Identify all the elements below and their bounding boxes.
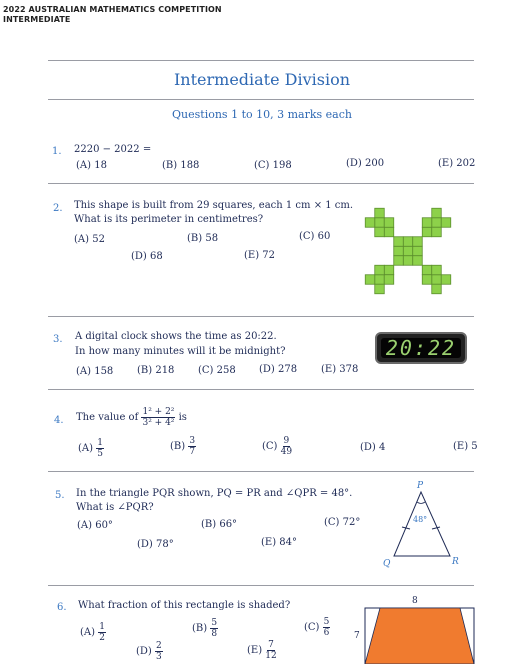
option-b: (B) 218 [137,365,175,376]
fraction-denominator: 3² + 4² [142,418,175,428]
shape-square [375,284,385,294]
question-prefix: The value of [76,412,139,423]
option-a: (A) 52 [74,234,105,245]
question-text: What is its perimeter in centimetres? [74,214,264,225]
fraction [141,407,175,428]
shape-square [422,275,432,285]
shape-square [432,265,442,275]
option-e: (E) 5 [453,441,478,452]
division-header: INTERMEDIATE [3,15,71,24]
shape-square [375,275,385,285]
option-c: (C) 258 [198,365,236,376]
shape-square [432,275,442,285]
question-text [76,404,187,432]
cross-shape-diagram [352,196,464,306]
option-d: (D) 278 [259,364,298,375]
option-e: (E) 84° [261,537,298,548]
divider [48,99,474,100]
shape-square [365,275,375,285]
question-suffix: is [178,412,187,423]
page-subtitle: Questions 1 to 10, 3 marks each [172,108,352,121]
question-number: 3. [53,334,63,345]
top-length-label: 8 [412,596,418,606]
shape-square [375,218,385,228]
option-e: (E) $\frac{7}{12}$ [247,640,277,661]
divider [48,471,474,472]
divider [48,585,474,586]
digital-clock [375,332,467,364]
question-number: 1. [52,146,62,157]
option-b: (B) $\frac{3}{7}$ [170,436,196,457]
page-title: Intermediate Division [173,70,351,89]
option-c: (C) $\frac{5}{6}$ [304,617,330,638]
question-number: 4. [54,415,64,426]
option-d: (D) $\frac{2}{3}$ [136,641,162,662]
option-e: (E) 72 [244,250,276,261]
option-d: (D) 4 [360,442,386,453]
shape-square [432,218,442,228]
divider [48,60,474,61]
option-a: (A) $\frac{1}{2}$ [80,622,105,643]
option-c: (C) $\frac{9}{49}$ [262,436,293,457]
option-c: (C) 198 [254,160,292,171]
option-c: (C) 72° [324,517,361,528]
shape-square [432,208,442,218]
triangle-pqr-diagram [378,478,468,568]
option-a: (A) $\frac{1}{5}$ [78,438,103,459]
shape-square [403,256,413,266]
shaded-rectangle-diagram [350,592,480,664]
shape-square [375,208,385,218]
clock-display: 20:22 [381,338,461,358]
shape-square [394,256,404,266]
shape-square [394,246,404,256]
competition-header: 2022 AUSTRALIAN MATHEMATICS COMPETITION [3,5,222,14]
shape-square [403,246,413,256]
question-number: 2. [53,203,63,214]
option-a: (A) 60° [77,520,113,531]
option-d: (D) 200 [346,158,385,169]
divider [48,316,474,317]
question-text: 2220 − 2022 = [74,144,152,155]
option-b: (B) 66° [201,519,238,530]
shape-square [375,265,385,275]
question-text: In the triangle PQR shown, PQ = PR and ∠QPR = 48°. [76,488,353,499]
shape-square [384,265,394,275]
shape-square [394,237,404,247]
vertex-label-p: P [417,481,424,491]
question-number: 5. [55,490,65,501]
option-c: (C) 60 [299,231,331,242]
shape-square [384,218,394,228]
divider [48,389,474,390]
shape-square [422,265,432,275]
option-a: (A) 158 [76,366,114,377]
question-text: In how many minutes will it be midnight? [75,346,286,357]
option-e: (E) 202 [438,158,476,169]
shape-square [441,218,451,228]
shape-square [432,227,442,237]
divider [48,183,474,184]
shape-square [413,256,423,266]
option-b: (B) 188 [162,160,200,171]
shape-square [432,284,442,294]
shape-square [413,237,423,247]
shape-square [441,275,451,285]
question-text: This shape is built from 29 squares, each 1 cm × 1 cm. [74,200,354,211]
question-text: A digital clock shows the time as 20:22. [75,331,277,342]
shaded-trapezium [365,608,474,664]
shape-square [375,227,385,237]
shape-square [365,218,375,228]
angle-label: 48° [413,515,428,524]
side-length-label: 7 [354,631,360,641]
shape-square [422,218,432,228]
vertex-label-r: R [452,557,459,567]
option-d: (D) 78° [137,539,174,550]
question-number: 6. [57,602,67,613]
option-e: (E) 378 [321,364,359,375]
question-text: What is ∠PQR? [76,502,154,513]
shape-square [384,275,394,285]
vertex-label-q: Q [383,559,391,568]
shape-square [384,227,394,237]
option-b: (B) $\frac{5}{8}$ [192,618,218,639]
option-b: (B) 58 [187,233,219,244]
option-d: (D) 68 [131,251,163,262]
shape-square [403,237,413,247]
shape-square [413,246,423,256]
shape-square [422,227,432,237]
question-text: What fraction of this rectangle is shaded? [78,600,291,611]
fraction-numerator: 1² + 2² [142,407,175,417]
option-a: (A) 18 [76,160,107,171]
